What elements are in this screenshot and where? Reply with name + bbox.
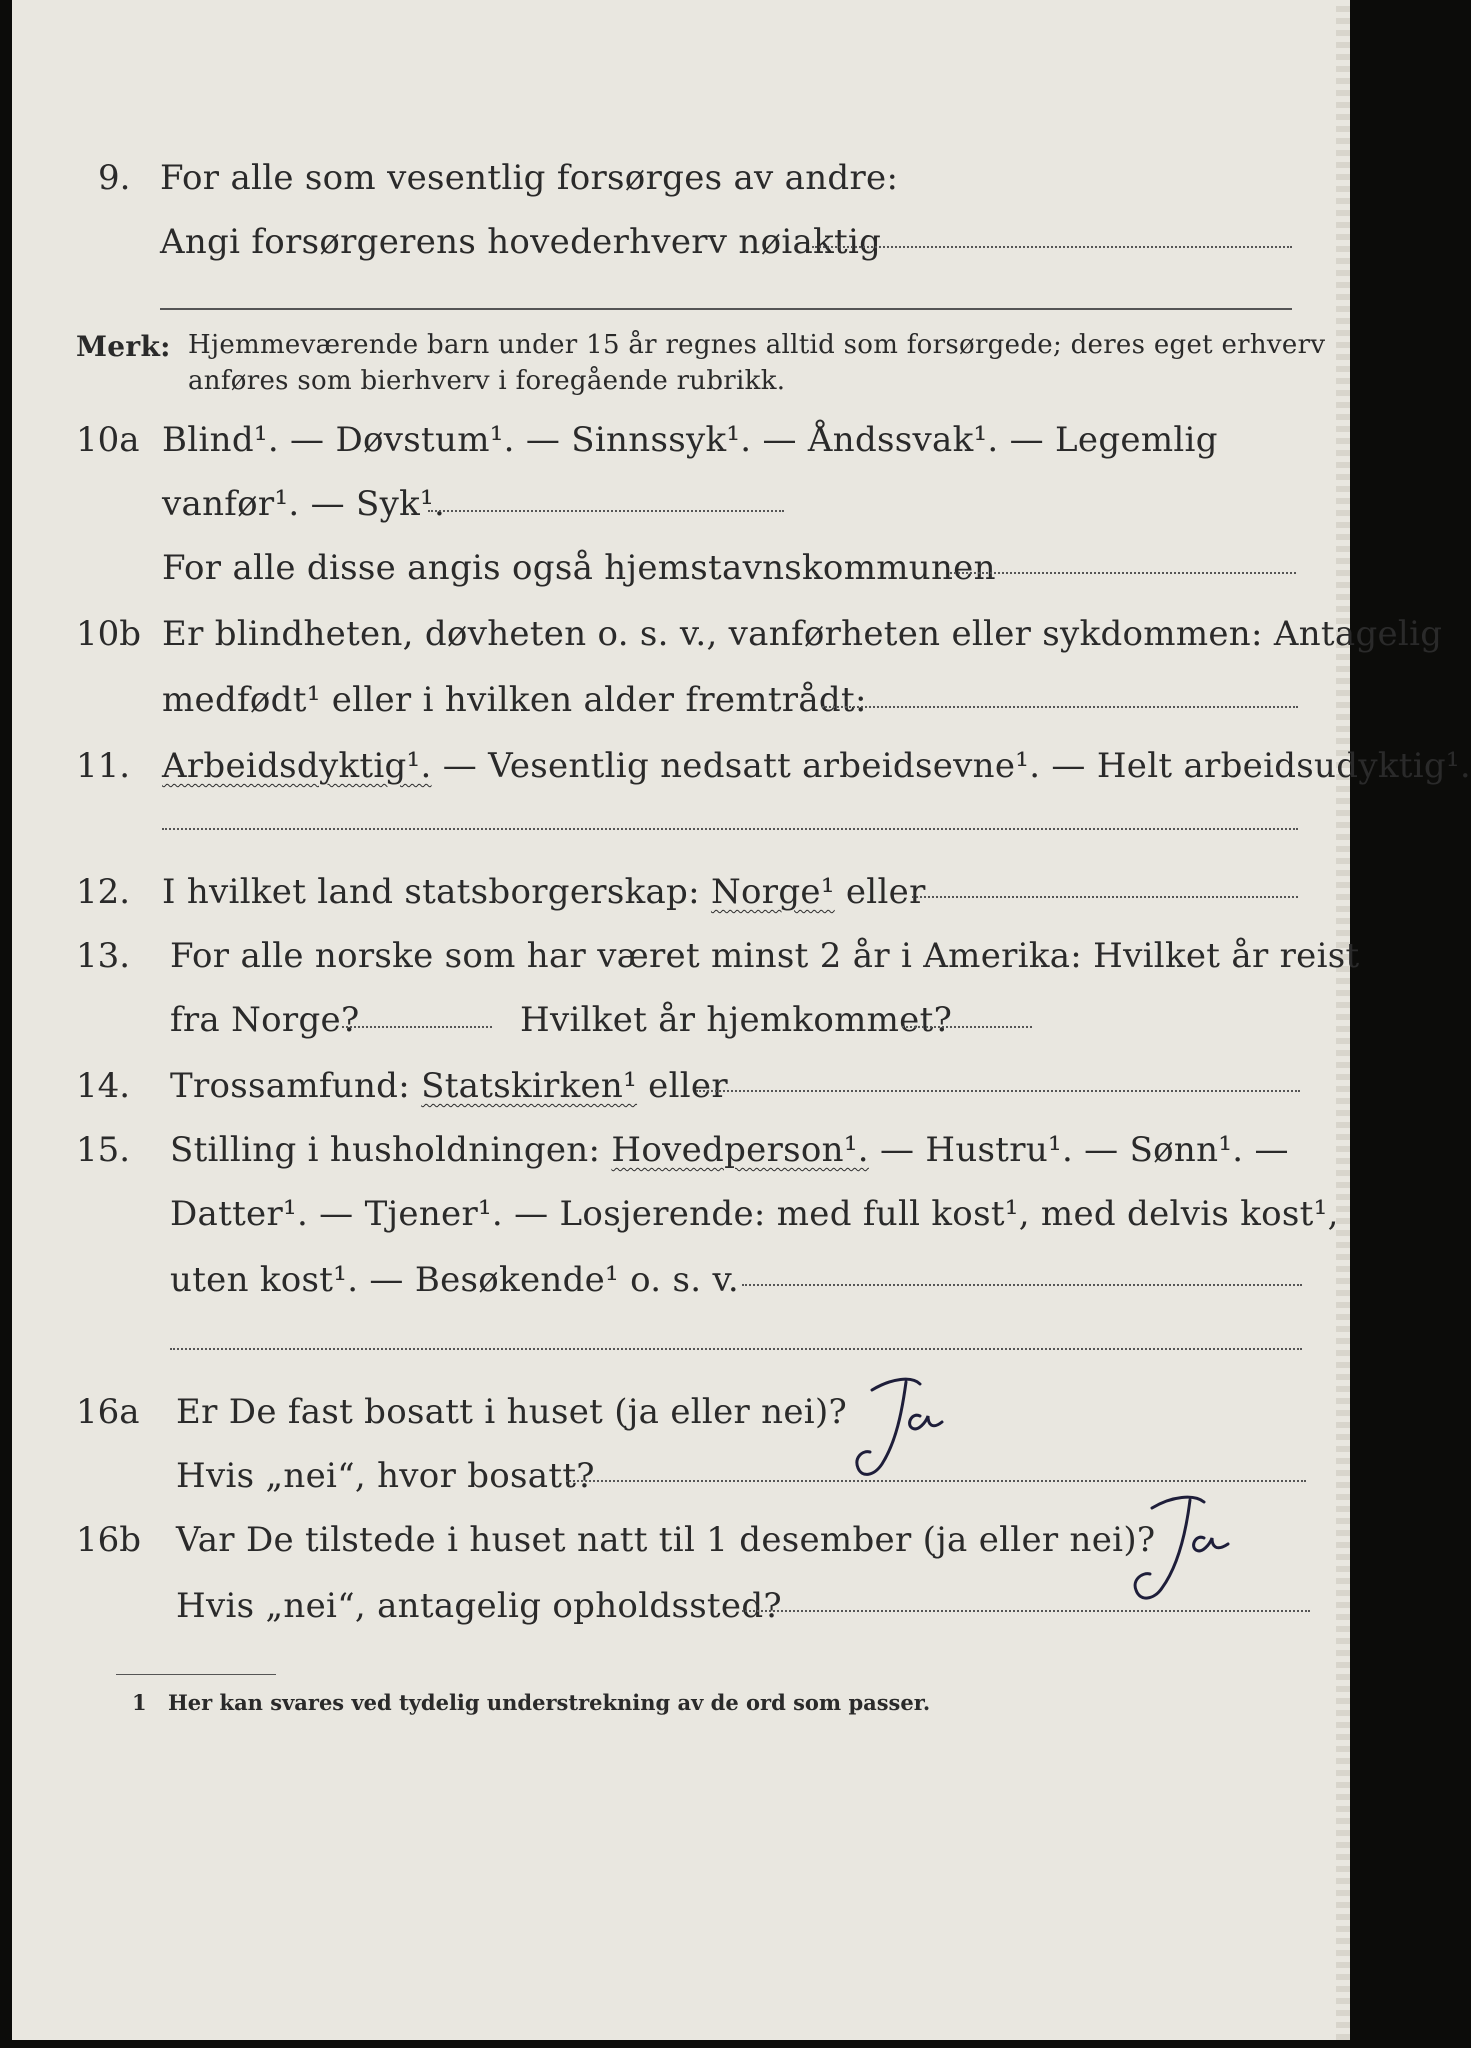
q10a-line2: vanfør¹. — Syk¹. xyxy=(162,484,446,524)
merk-line2: anføres som bierhverv i foregående rubrikk. xyxy=(188,366,786,396)
q9-number: 9. xyxy=(98,158,131,198)
merk-label: Merk: xyxy=(76,330,171,363)
q10a-number: 10a xyxy=(76,420,140,460)
q14-line xyxy=(170,1066,728,1106)
q10a-line3: For alle disse angis også hjemstavnskommunen xyxy=(162,548,996,588)
q14-prompt: Trossamfund: xyxy=(170,1066,422,1106)
q16a-answer-line[interactable] xyxy=(566,1480,1306,1482)
q12-line xyxy=(162,872,926,912)
q9-answer-line[interactable] xyxy=(812,246,1292,248)
q11-number: 11. xyxy=(76,746,131,786)
q10a-line1: Blind¹. — Døvstum¹. — Sinnssyk¹. — Åndssvak¹. — Legemlig xyxy=(162,420,1218,460)
q15-line2: Datter¹. — Tjener¹. — Losjerende: med full kost¹, med delvis kost¹, xyxy=(170,1194,1339,1234)
q11-answer-line[interactable] xyxy=(162,828,1298,830)
q15-prompt: Stilling i husholdningen: xyxy=(170,1130,612,1170)
q16a-handwritten-answer xyxy=(832,1372,972,1492)
q16b-answer-line[interactable] xyxy=(742,1610,1310,1612)
q15-selected-option[interactable]: Hovedperson¹. xyxy=(611,1130,869,1170)
q15-answer-line[interactable] xyxy=(742,1284,1302,1286)
q16a-line1: Er De fast bosatt i huset (ja eller nei)? xyxy=(176,1392,848,1432)
q11-line xyxy=(162,746,1471,786)
q13-line2b: Hvilket år hjemkommet? xyxy=(520,1000,953,1040)
footnote-separator xyxy=(116,1674,276,1675)
q16b-handwritten-answer xyxy=(1112,1488,1262,1618)
q12-number: 12. xyxy=(76,872,131,912)
q9-line2: Angi forsørgerens hovederhverv nøiaktig xyxy=(160,222,882,262)
q10b-line1: Er blindheten, døvheten o. s. v., vanførheten eller sykdommen: Antagelig xyxy=(162,614,1443,654)
q14-number: 14. xyxy=(76,1066,131,1106)
q16a-line2: Hvis „nei“, hvor bosatt? xyxy=(176,1456,595,1496)
perforated-edge xyxy=(1336,0,1350,2040)
q16a-number: 16a xyxy=(76,1392,140,1432)
q14-answer-line[interactable] xyxy=(696,1090,1300,1092)
q13-line2a: fra Norge? xyxy=(170,1000,360,1040)
q10b-line2: medfødt¹ eller i hvilken alder fremtrådt: xyxy=(162,680,867,720)
q9-line1: For alle som vesentlig forsørges av andre: xyxy=(160,158,899,198)
q11-selected-option[interactable]: Arbeidsdyktig¹. xyxy=(162,746,432,786)
q10b-number: 10b xyxy=(76,614,142,654)
q14-alt: eller xyxy=(637,1066,728,1106)
q16b-number: 16b xyxy=(76,1520,142,1560)
q12-selected-option[interactable]: Norge¹ xyxy=(710,872,835,912)
q15-options: — Hustru¹. — Sønn¹. — xyxy=(868,1130,1289,1170)
q11-other-options: — Vesentlig nedsatt arbeidsevne¹. — Helt arbeidsudyktig¹. xyxy=(431,746,1471,786)
q16b-line2: Hvis „nei“, antagelig opholdssted? xyxy=(176,1586,782,1626)
q15-answer-line-2[interactable] xyxy=(170,1348,1302,1350)
q13-return-line[interactable] xyxy=(902,1026,1032,1028)
q12-answer-line[interactable] xyxy=(912,896,1298,898)
q16b-line1: Var De tilstede i huset natt til 1 desember (ja eller nei)? xyxy=(176,1520,1156,1560)
q10a-municipality-line[interactable] xyxy=(950,572,1296,574)
q12-alt: eller xyxy=(834,872,926,912)
merk-line1: Hjemmeværende barn under 15 år regnes alltid som forsørgede; deres eget erhverv xyxy=(188,330,1326,360)
q15-line3: uten kost¹. — Besøkende¹ o. s. v. xyxy=(170,1260,740,1300)
q13-line1: For alle norske som har været minst 2 år i Amerika: Hvilket år reist xyxy=(170,936,1360,976)
footnote xyxy=(132,1690,930,1715)
census-form-page xyxy=(12,0,1471,2040)
q9-answer-line-2[interactable] xyxy=(160,308,1292,310)
q13-departure-line[interactable] xyxy=(342,1026,492,1028)
q12-prompt: I hvilket land statsborgerskap: xyxy=(162,872,711,912)
q10b-answer-line[interactable] xyxy=(822,706,1298,708)
q15-line1 xyxy=(170,1130,1289,1170)
footnote-mark: 1 xyxy=(132,1690,147,1715)
q14-selected-option[interactable]: Statskirken¹ xyxy=(421,1066,638,1106)
q10a-answer-line[interactable] xyxy=(428,510,784,512)
q13-number: 13. xyxy=(76,936,131,976)
q15-number: 15. xyxy=(76,1130,131,1170)
footnote-text: Her kan svares ved tydelig understrekning av de ord som passer. xyxy=(167,1690,931,1715)
